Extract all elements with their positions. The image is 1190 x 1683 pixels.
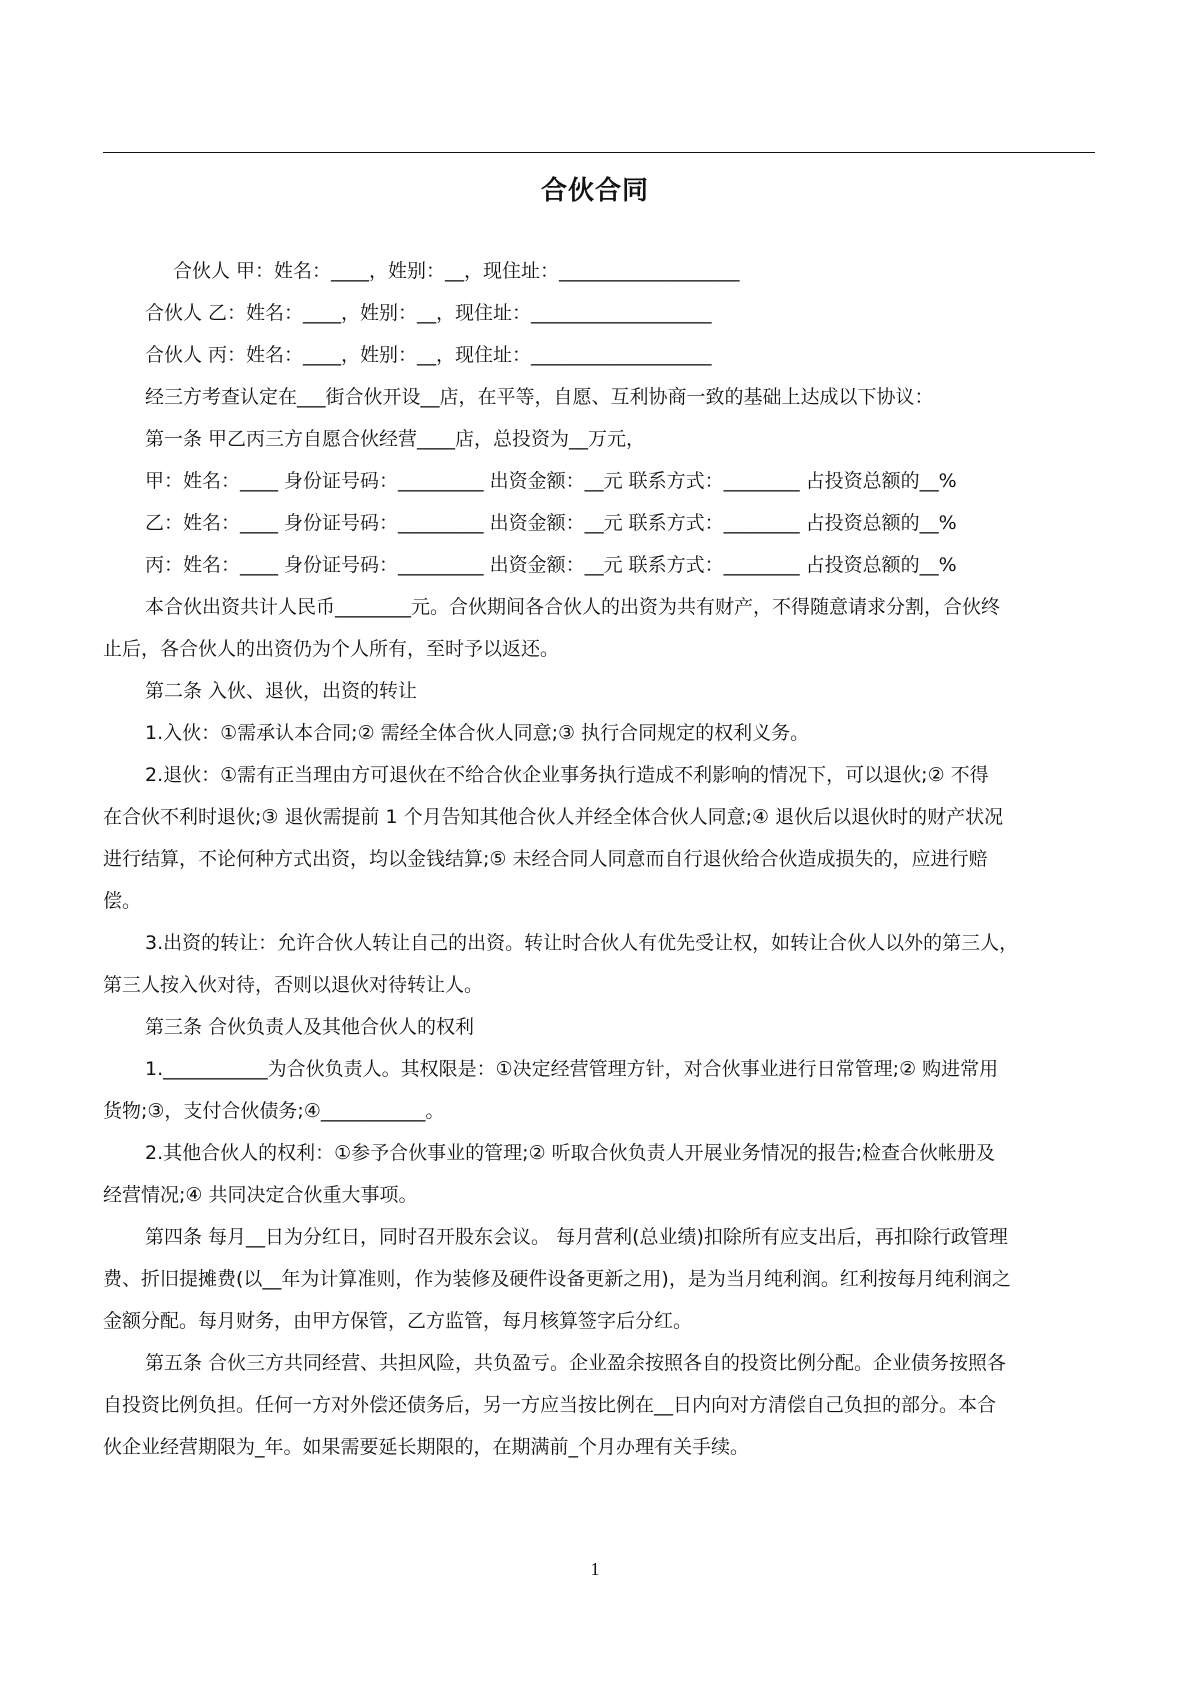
join-clause-line: 1.入伙：①需承认本合同;② 需经全体合伙人同意;③ 执行合同规定的权利义务。	[145, 722, 810, 744]
transfer-clause-line: 第三人按入伙对待，否则以退伙对待转让人。	[103, 974, 484, 996]
article-5-line: 第五条 合伙三方共同经营、共担风险，共负盈亏。企业盈余按照各自的投资比例分配。企业债务按照各	[145, 1352, 1007, 1374]
withdraw-clause-line: 偿。	[103, 890, 142, 912]
article-1-heading: 第一条 甲乙丙三方自愿合伙经营____店，总投资为__万元，	[145, 428, 646, 450]
capital-paragraph-line: 本合伙出资共计人民币________元。合伙期间各合伙人的出资为共有财产，不得随意请求分割，合伙终	[145, 596, 1001, 618]
page-number: 1	[590, 1559, 600, 1579]
partner-c-line: 合伙人 丙：姓名：____，姓别：__，现住址：___________________	[145, 344, 712, 366]
article-4-line: 金额分配。每月财务，由甲方保管，乙方监管，每月核算签字后分红。	[103, 1310, 693, 1332]
partner-rights-line: 经营情况;④ 共同决定合伙重大事项。	[103, 1184, 418, 1206]
document-title: 合伙合同	[540, 176, 649, 206]
manager-clause-line: 货物;③，支付合伙债务;④___________。	[103, 1100, 445, 1122]
article-4-line: 费、折旧提摊费(以__年为计算准则，作为装修及硬件设备更新之用)，是为当月纯利润。红利按每月纯利润之	[103, 1268, 1011, 1290]
preamble-line: 经三方考查认定在___街合伙开设__店，在平等，自愿、互利协商一致的基础上达成以下协议：	[145, 386, 934, 408]
investor-b-line: 乙：姓名：____ 身份证号码：_________ 出资金额：__元 联系方式：________ 占投资总额的__%	[145, 512, 957, 534]
investor-a-line: 甲：姓名：____ 身份证号码：_________ 出资金额：__元 联系方式：________ 占投资总额的__%	[145, 470, 957, 492]
investor-c-line: 丙：姓名：____ 身份证号码：_________ 出资金额：__元 联系方式：________ 占投资总额的__%	[145, 554, 957, 576]
withdraw-clause-line: 进行结算，不论何种方式出资，均以金钱结算;⑤ 未经合同人同意而自行退伙给合伙造成损失的，应进行赔	[103, 848, 988, 870]
partner-rights-line: 2.其他合伙人的权利：①参予合伙事业的管理;② 听取合伙负责人开展业务情况的报告;检查合伙帐册及	[145, 1142, 996, 1164]
article-4-line: 第四条 每月__日为分红日，同时召开股东会议。 每月营利(总业绩)扣除所有应支出后，再扣除行政管理	[145, 1226, 1008, 1248]
header-rule	[103, 152, 1095, 153]
article-2-heading: 第二条 入伙、退伙，出资的转让	[145, 680, 418, 702]
capital-paragraph-line: 止后，各合伙人的出资仍为个人所有，至时予以返还。	[103, 638, 560, 660]
withdraw-clause-line: 在合伙不利时退伙;③ 退伙需提前 1 个月告知其他合伙人并经全体合伙人同意;④ 退伙后以退伙时的财产状况	[103, 806, 1004, 828]
partner-a-line: 合伙人 甲：姓名：____，姓别：__，现住址：___________________	[173, 260, 740, 282]
partner-b-line: 合伙人 乙：姓名：____，姓别：__，现住址：___________________	[145, 302, 712, 324]
article-3-heading: 第三条 合伙负责人及其他合伙人的权利	[145, 1016, 475, 1038]
manager-clause-line: 1.___________为合伙负责人。其权限是：①决定经营管理方针，对合伙事业进行日常管理;② 购进常用	[145, 1058, 999, 1080]
article-5-line: 伙企业经营期限为_年。如果需要延长期限的，在期满前_个月办理有关手续。	[103, 1436, 750, 1458]
article-5-line: 自投资比例负担。任何一方对外偿还债务后，另一方应当按比例在__日内向对方清偿自己负担的部分。本合	[103, 1394, 997, 1416]
withdraw-clause-line: 2.退伙：①需有正当理由方可退伙在不给合伙企业事务执行造成不利影响的情况下，可以退伙;② 不得	[145, 764, 989, 786]
transfer-clause-line: 3.出资的转让：允许合伙人转让自己的出资。转让时合伙人有优先受让权，如转让合伙人以外的第三人，	[145, 932, 1019, 954]
